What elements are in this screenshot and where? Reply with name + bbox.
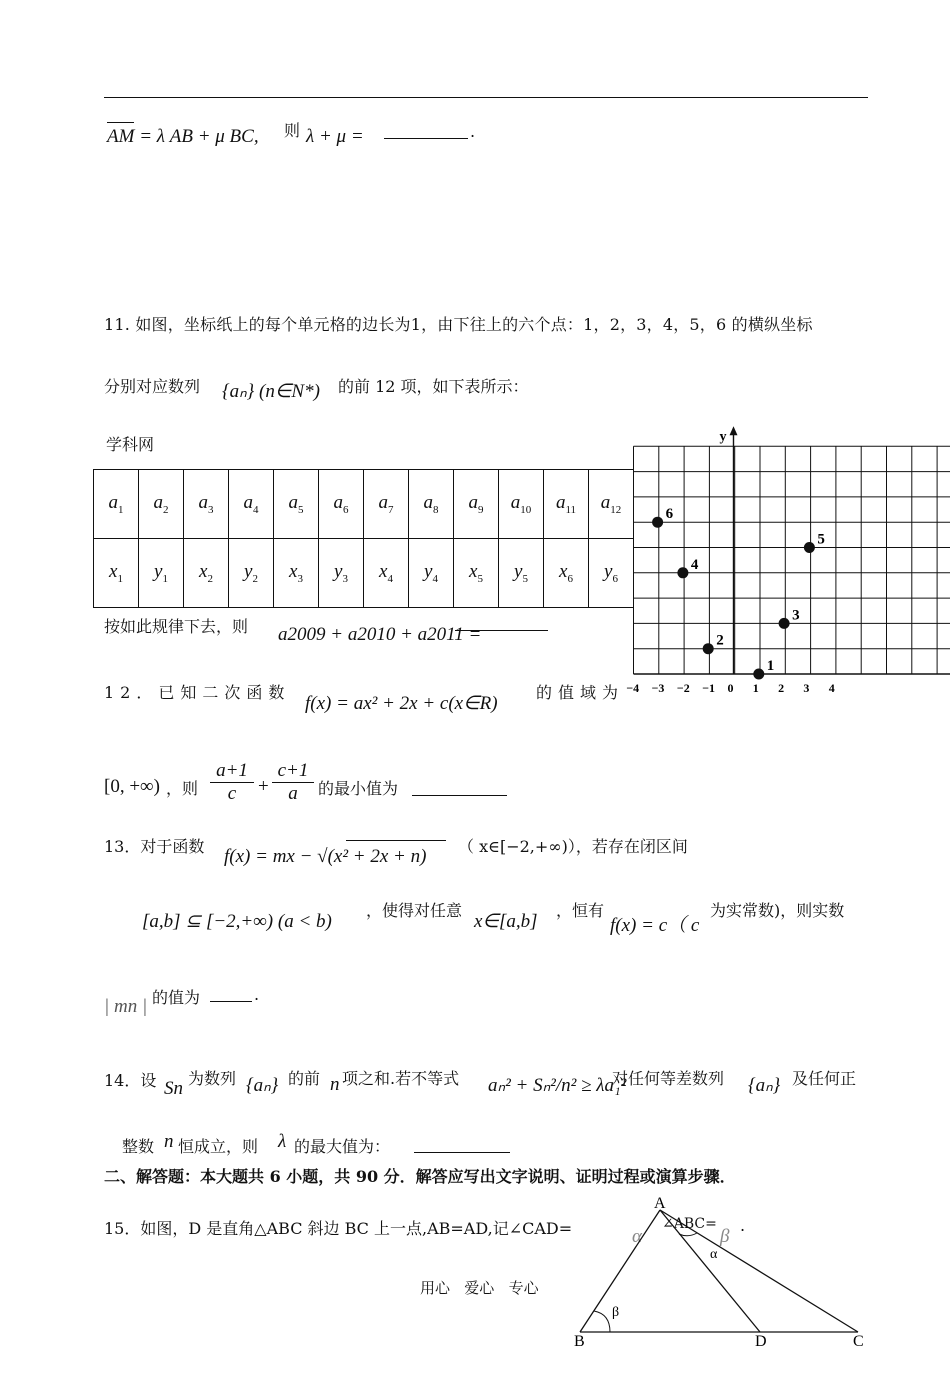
- data-point: [804, 542, 815, 553]
- q12-frac2-num: c+1: [272, 760, 314, 783]
- q14-answer-blank[interactable]: [414, 1152, 510, 1153]
- q12-fraction-2: [272, 760, 314, 805]
- q13-sqrt-bar: [346, 840, 446, 841]
- vertex-c-label: C: [853, 1333, 864, 1350]
- data-point-label: 6: [665, 506, 674, 523]
- table-row: [94, 539, 634, 608]
- angle-beta-label: β: [612, 1305, 620, 1320]
- side-ad: [660, 1210, 760, 1332]
- y-axis-label: y: [719, 429, 727, 445]
- data-point: [677, 567, 688, 578]
- q12-range: [0, +∞): [104, 776, 160, 797]
- x-tick-label: 2: [778, 681, 785, 695]
- table-cell: $a_7$: [364, 470, 409, 539]
- table-cell: $x_1$: [94, 539, 139, 608]
- q14-line2-mid: 恒成立，则: [178, 1137, 259, 1156]
- table-cell: $a_8$: [409, 470, 454, 539]
- q12-frac2-den: a: [288, 783, 298, 804]
- x-tick-label: −3: [651, 681, 665, 695]
- table-cell: $x_3$: [274, 539, 319, 608]
- q11-line1: 11. 如图，坐标纸上的每个单元格的边长为1，由下往上的六个点：1，2，3，4，5，6 的横纵坐标: [104, 315, 813, 334]
- data-point: [703, 643, 714, 654]
- q14-an: {aₙ}: [246, 1075, 279, 1096]
- y-axis-arrow: [730, 426, 738, 435]
- angle-arc-beta: [594, 1311, 610, 1332]
- table-cell: $x_4$: [364, 539, 409, 608]
- coordinate-graph: [626, 429, 910, 695]
- q14-mid2: 的前: [288, 1069, 321, 1088]
- angle-arc-alpha: [679, 1233, 697, 1236]
- q15-abc: ∠ABC=: [662, 1216, 717, 1232]
- q14-line2-pre: 整数: [122, 1137, 155, 1156]
- q11-seq-math: {aₙ} (n∈N*): [222, 381, 320, 402]
- q13-val: 的值为: [152, 988, 201, 1007]
- table-cell: $y_5$: [499, 539, 544, 608]
- q13-mid: ，使得对任意: [366, 901, 463, 920]
- q15-text: 15．如图，D 是直角△ABC 斜边 BC 上一点,AB=AD,记∠CAD=: [104, 1219, 573, 1238]
- q13-fx: f(x) = c（ c: [610, 915, 700, 936]
- table-cell: $a_{11}$: [544, 470, 589, 539]
- data-point: [779, 618, 790, 629]
- q10-am: AM: [107, 126, 135, 147]
- vertex-a-label: A: [654, 1195, 666, 1212]
- q12-ze: ，则: [166, 779, 199, 798]
- q13-tail: 为实常数)，则实数: [710, 901, 845, 920]
- q14-inequality: aₙ² + Sₙ²/n² ≥ λa₁²: [488, 1075, 627, 1096]
- q10-eq-mid: = λ AB + μ BC,: [139, 126, 259, 147]
- q11-line2-post: 的前 12 项，如下表所示：: [338, 377, 529, 396]
- q14-mid4: 对任何等差数列: [612, 1069, 725, 1088]
- sequence-table: [93, 469, 634, 608]
- x-tick-label: 1: [752, 681, 759, 695]
- data-point: [753, 669, 764, 680]
- table-row: [94, 470, 634, 539]
- table-cell: $a_4$: [229, 470, 274, 539]
- table-cell: $y_1$: [139, 539, 184, 608]
- q15-beta: β: [720, 1226, 730, 1247]
- table-cell: $a_{12}$: [589, 470, 634, 539]
- q12-func: f(x) = ax² + 2x + c(x∈R): [305, 693, 498, 714]
- table-cell: $a_{10}$: [499, 470, 544, 539]
- q10-ze: 则: [284, 121, 301, 140]
- table-cell: $a_2$: [139, 470, 184, 539]
- table-cell: $y_4$: [409, 539, 454, 608]
- q10-vector-eq: [107, 126, 259, 148]
- table-cell: $x_5$: [454, 539, 499, 608]
- q14-n: n: [330, 1074, 340, 1095]
- x-tick-label: 4: [828, 681, 835, 695]
- table-cell: $a_1$: [94, 470, 139, 539]
- q12-pre: 12．已知二次函数: [104, 683, 291, 702]
- q12-fraction-1: [210, 760, 254, 805]
- data-point-label: 5: [817, 531, 825, 548]
- table-cell: $x_6$: [544, 539, 589, 608]
- q14-line2-n: n: [164, 1131, 174, 1152]
- q14-mid3: 项之和.若不等式: [342, 1069, 460, 1088]
- q12-plus: +: [258, 776, 269, 797]
- header-rule: [104, 97, 868, 98]
- vertex-d-label: D: [755, 1333, 767, 1350]
- data-point-label: 2: [716, 632, 724, 649]
- q15-dot: .: [740, 1216, 746, 1235]
- q11-rule-text: 按如此规律下去，则: [104, 617, 249, 636]
- data-point-label: 1: [766, 658, 775, 674]
- footer-text: 用心 爱心 专心: [420, 1279, 539, 1297]
- q10-dot: .: [470, 122, 476, 141]
- q13-xin: x∈[a,b]: [474, 911, 538, 932]
- q14-an2: {aₙ}: [748, 1075, 781, 1096]
- side-ac: [660, 1210, 858, 1332]
- table-cell: $y_6$: [589, 539, 634, 608]
- q13-abs-mn: | mn |: [104, 996, 148, 1017]
- q12-answer-blank[interactable]: [412, 795, 507, 796]
- q15-alpha: α: [632, 1226, 642, 1247]
- table-cell: $a_3$: [184, 470, 229, 539]
- q13-heng: ，恒有: [556, 901, 605, 920]
- watermark-text: 学科网: [106, 435, 155, 454]
- q14-sn: Sn: [164, 1078, 183, 1099]
- q14-mid5: 及任何正: [792, 1069, 857, 1088]
- q12-frac1-den: c: [227, 783, 237, 804]
- q13-func: f(x) = mx − √(x² + 2x + n): [224, 846, 427, 867]
- table-cell: $a_6$: [319, 470, 364, 539]
- q14-lambda: λ: [278, 1131, 287, 1152]
- section-2-heading: 二、解答题：本大题共 6 小题，共 90 分．解答应写出文字说明、证明过程或演算步骤．: [104, 1167, 736, 1186]
- q11-rule-math: a2009 + a2010 + a2011 =: [278, 624, 482, 645]
- data-point-label: 4: [690, 556, 699, 573]
- data-point-label: 3: [792, 607, 800, 624]
- table-cell: $y_2$: [229, 539, 274, 608]
- table-cell: $y_3$: [319, 539, 364, 608]
- q12-expr-post: 的最小值为: [318, 779, 399, 798]
- q14-pre: 14．设: [104, 1071, 157, 1090]
- x-tick-label: 3: [803, 681, 810, 695]
- q12-post: 的值域为: [536, 683, 625, 702]
- side-ab: [580, 1210, 660, 1332]
- q11-answer-blank[interactable]: [455, 630, 548, 631]
- q14-mid1: 为数列: [188, 1069, 237, 1088]
- q10-expr: λ + μ =: [306, 126, 364, 147]
- q13-pre: 13．对于函数: [104, 837, 205, 856]
- x-tick-label: −2: [676, 681, 690, 695]
- q14-line2-post: 的最大值为：: [294, 1137, 391, 1156]
- table-cell: $a_9$: [454, 470, 499, 539]
- angle-alpha-label: α: [710, 1247, 718, 1262]
- q13-domain: （ x∈[−2,+∞)），若存在闭区间: [458, 837, 688, 856]
- x-tick-label: 0: [727, 681, 734, 695]
- data-point: [652, 517, 663, 528]
- q13-dot: .: [254, 985, 260, 1004]
- x-tick-label: −1: [702, 681, 716, 695]
- q11-line2-pre: 分别对应数列: [104, 377, 201, 396]
- triangle-diagram: [570, 1196, 880, 1354]
- table-cell: $a_5$: [274, 470, 319, 539]
- q10-answer-blank[interactable]: [384, 138, 468, 139]
- table-cell: $x_2$: [184, 539, 229, 608]
- x-tick-label: −4: [626, 681, 640, 695]
- vertex-b-label: B: [574, 1333, 585, 1350]
- q12-frac1-num: a+1: [210, 760, 254, 783]
- q13-interval: [a,b] ⊆ [−2,+∞) (a < b): [142, 911, 332, 932]
- q13-answer-blank[interactable]: [210, 1001, 252, 1002]
